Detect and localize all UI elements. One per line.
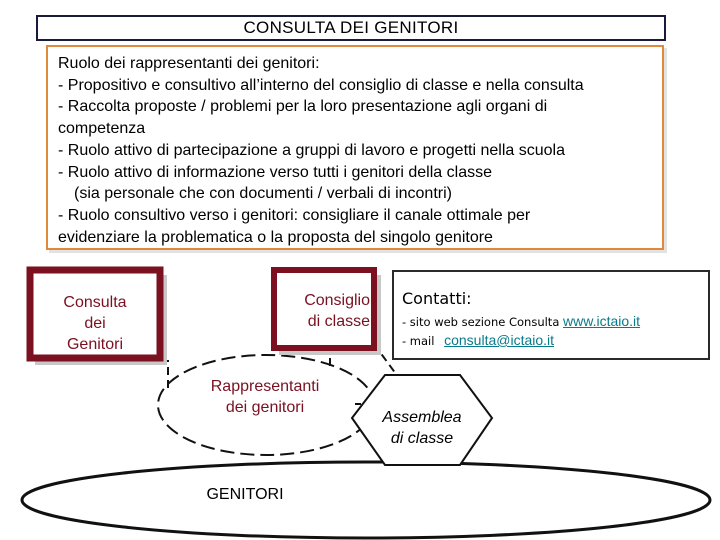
assemblea-label: Assemblea di classe [382, 409, 462, 447]
mail-link[interactable]: consulta@ictaio.it [444, 332, 555, 348]
roles-heading: Ruolo dei rappresentanti dei genitori: [58, 55, 320, 72]
genitori-ellipse [22, 462, 710, 538]
role-line-3: - Ruolo attivo di partecipazione a gruppi di lavoro e progetti nella scuola [58, 141, 565, 159]
consulta-label: Consulta dei Genitori [63, 294, 127, 353]
role-line-1: - Propositivo e consultivo all’interno del consiglio di classe e nella consulta [58, 76, 584, 94]
contact-site-label: - sito web sezione Consulta [402, 315, 560, 329]
role-line-2: - Raccolta proposte / problemi per la loro presentazione agli organi di competenza [58, 98, 548, 138]
role-line-5: (sia personale che con documenti / verbali di incontri) [74, 185, 452, 203]
role-line-6: - Ruolo consultivo verso i genitori: consigliare il canale ottimale per evidenziare la problematica o la proposta del singolo genitore [58, 206, 531, 246]
contact-mail-row [402, 331, 708, 350]
rappresentanti-label: Rappresentanti dei genitori [210, 378, 320, 416]
contact-site-row [402, 312, 708, 331]
consiglio-label: Consiglio di classe [304, 292, 370, 330]
contacts-title: Contatti: [402, 289, 472, 308]
contact-mail-label: - mail [402, 334, 435, 348]
site-link[interactable]: www.ictaio.it [563, 313, 641, 329]
page-title: CONSULTA DEI GENITORI [243, 18, 459, 37]
genitori-label: GENITORI [206, 486, 284, 503]
contacts-box [392, 270, 710, 360]
role-line-4: - Ruolo attivo di informazione verso tutti i genitori della classe [58, 163, 492, 181]
